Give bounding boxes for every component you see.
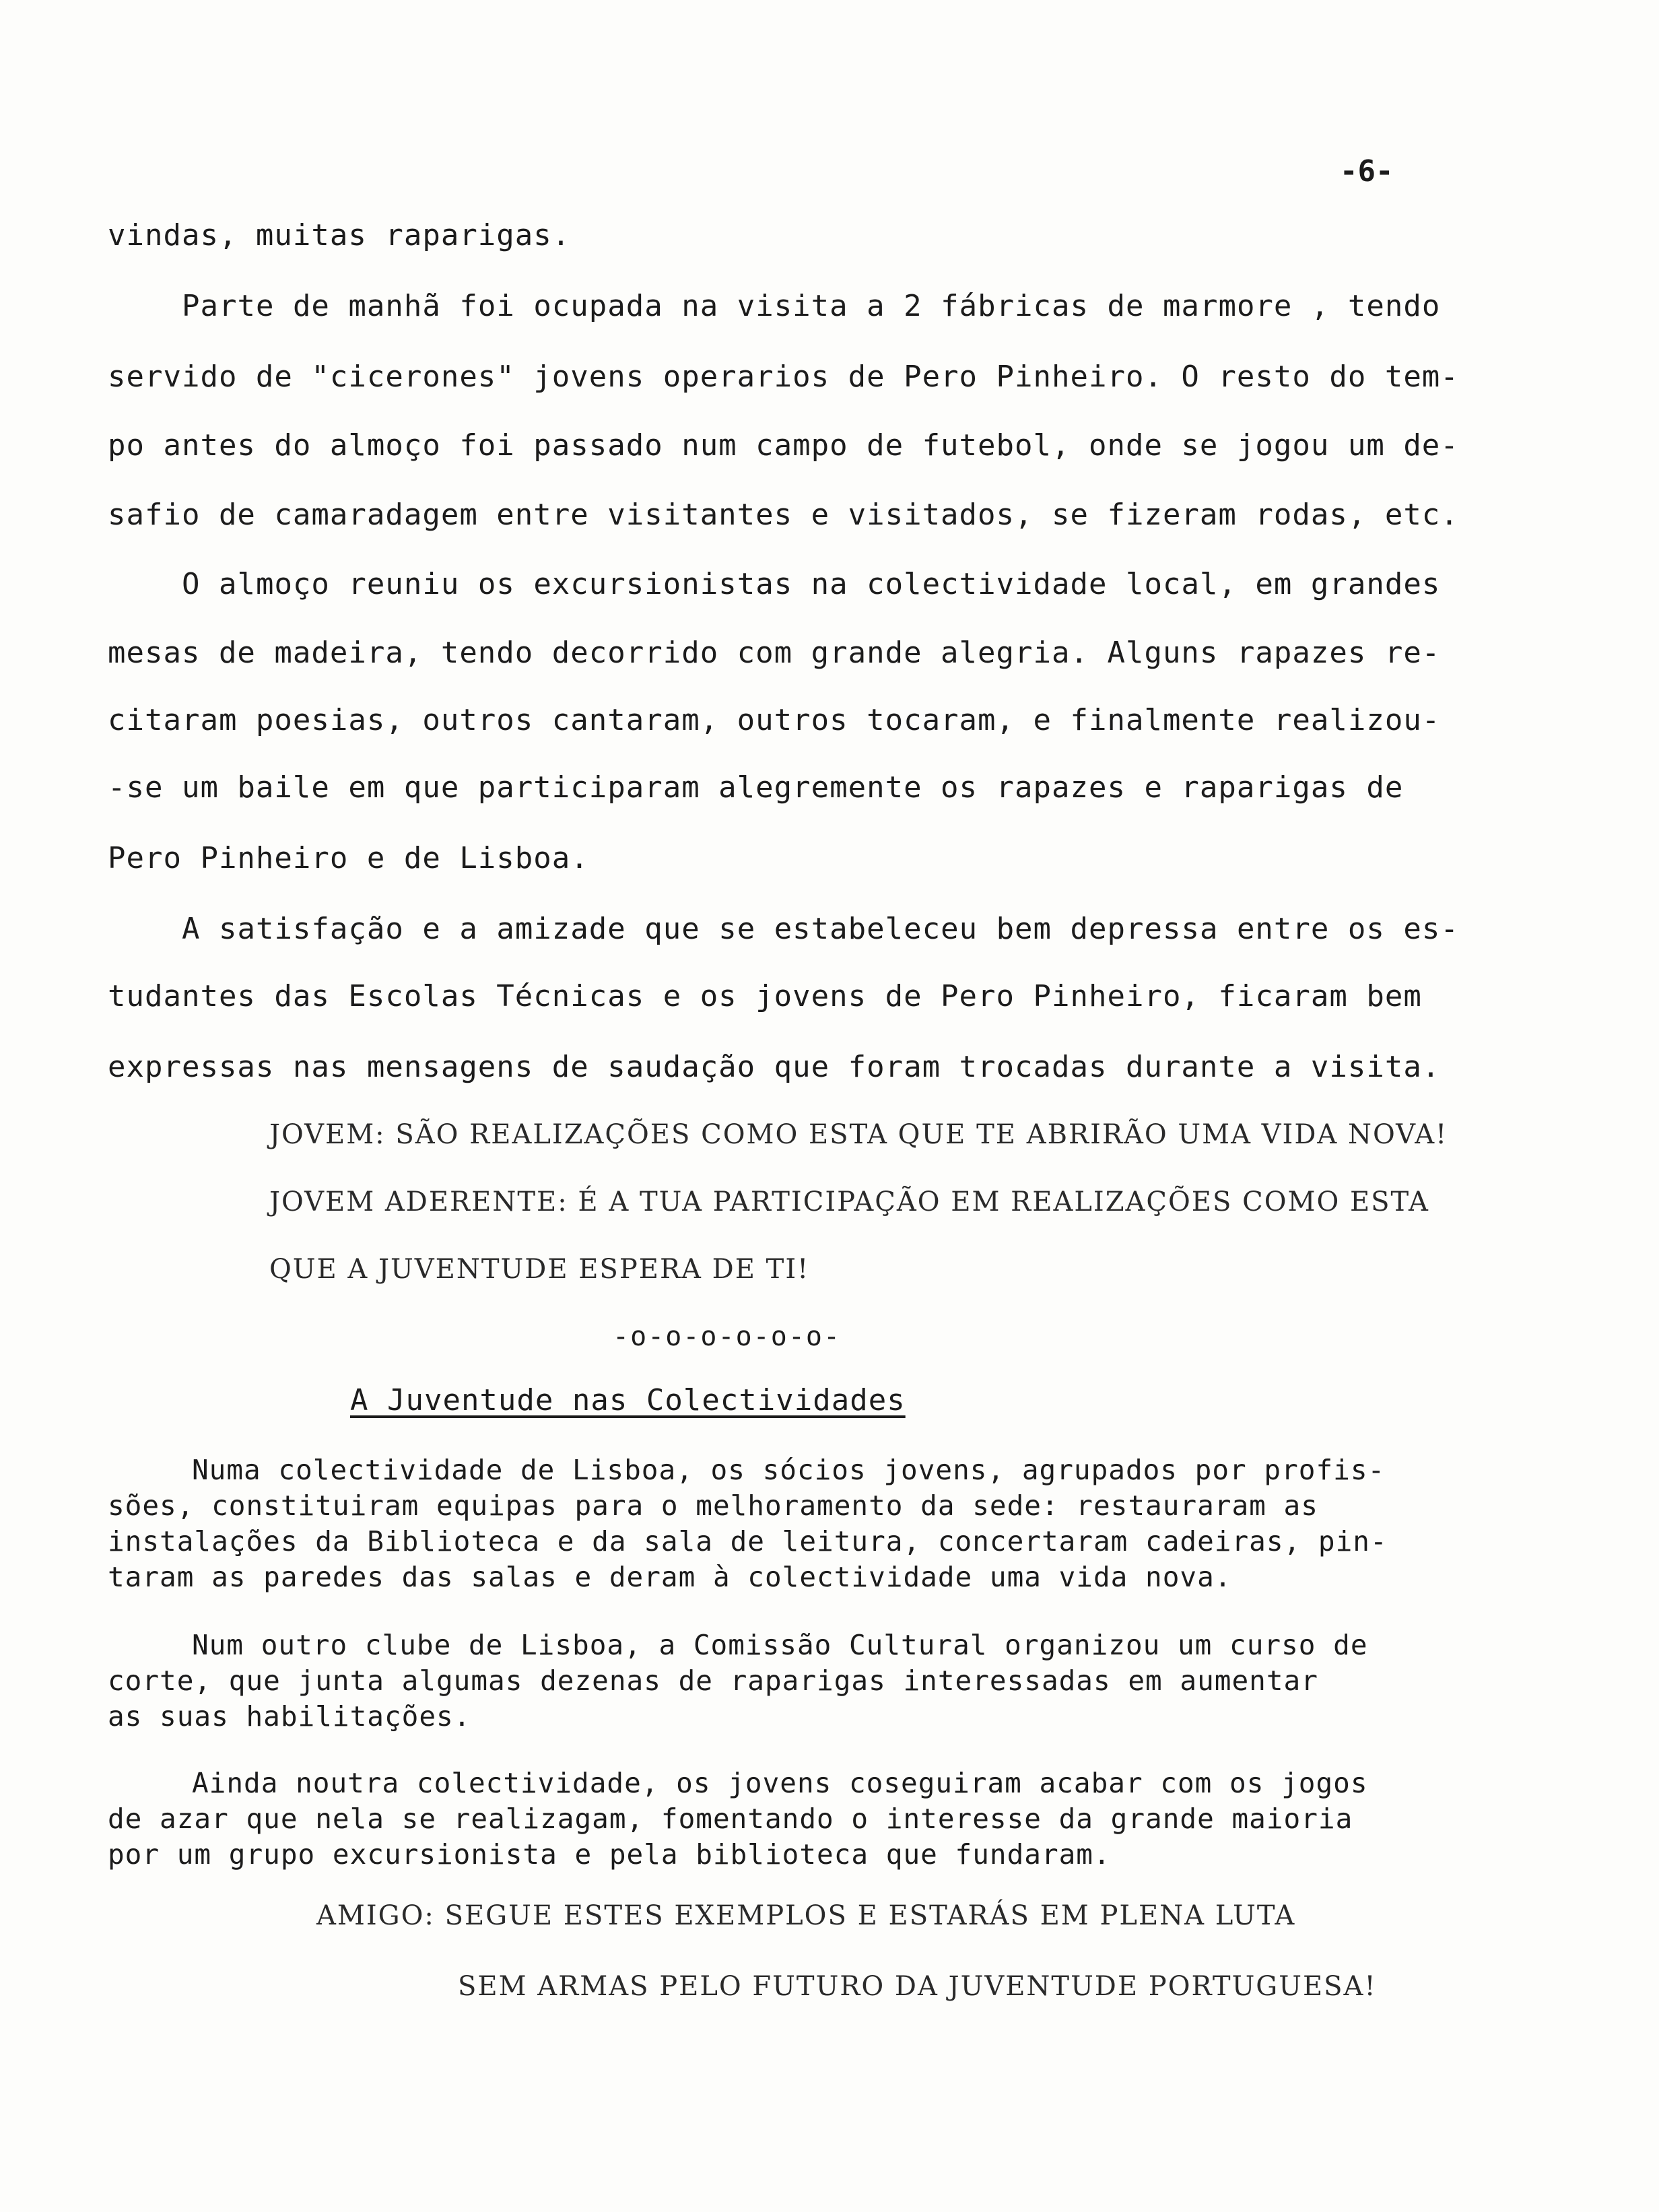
text-line: servido de "cicerones" jovens operarios de Pero Pinheiro. O resto do tem- bbox=[108, 360, 1459, 394]
text-line: por um grupo excursionista e pela biblioteca que fundaram. bbox=[108, 1838, 1111, 1871]
text-line: A satisfação e a amizade que se estabeleceu bem depressa entre os es- bbox=[182, 912, 1459, 946]
text-line: po antes do almoço foi passado num campo de futebol, onde se jogou um de- bbox=[108, 428, 1459, 463]
text-line: Numa colectividade de Lisboa, os sócios jovens, agrupados por profis- bbox=[192, 1454, 1386, 1486]
slogan-line: AMIGO: SEGUE ESTES EXEMPLOS E ESTARÁS EM PLENA LUTA bbox=[316, 1900, 1296, 1931]
text-line: safio de camaradagem entre visitantes e visitados, se fizeram rodas, etc. bbox=[108, 498, 1459, 532]
text-line: citaram poesias, outros cantaram, outros tocaram, e finalmente realizou- bbox=[108, 703, 1441, 737]
slogan-line: JOVEM ADERENTE: É A TUA PARTICIPAÇÃO EM REALIZAÇÕES COMO ESTA bbox=[269, 1186, 1429, 1217]
text-line: sões, constituiram equipas para o melhoramento da sede: restauraram as bbox=[108, 1489, 1318, 1522]
text-line: -se um baile em que participaram alegremente os rapazes e raparigas de bbox=[108, 770, 1404, 805]
text-line: vindas, muitas raparigas. bbox=[108, 218, 571, 253]
slogan-line: SEM ARMAS PELO FUTURO DA JUVENTUDE PORTUGUESA! bbox=[458, 1971, 1377, 2002]
text-line: expressas nas mensagens de saudação que foram trocadas durante a visita. bbox=[108, 1050, 1441, 1084]
text-line: as suas habilitações. bbox=[108, 1700, 471, 1733]
text-line: de azar que nela se realizagam, fomentando o interesse da grande maioria bbox=[108, 1803, 1353, 1835]
text-line: mesas de madeira, tendo decorrido com grande alegria. Alguns rapazes re- bbox=[108, 636, 1441, 670]
text-line: Num outro clube de Lisboa, a Comissão Cultural organizou um curso de bbox=[192, 1629, 1368, 1661]
slogan-line: JOVEM: SÃO REALIZAÇÕES COMO ESTA QUE TE ABRIRÃO UMA VIDA NOVA! bbox=[269, 1119, 1448, 1150]
section-divider: -o-o-o-o-o-o- bbox=[613, 1321, 842, 1352]
text-line: corte, que junta algumas dezenas de raparigas interessadas em aumentar bbox=[108, 1665, 1318, 1697]
section-heading: A Juventude nas Colectividades bbox=[350, 1383, 906, 1417]
text-line: tudantes das Escolas Técnicas e os jovens de Pero Pinheiro, ficaram bem bbox=[108, 979, 1422, 1013]
page-number: -6- bbox=[1340, 154, 1394, 189]
text-line: O almoço reuniu os excursionistas na colectividade local, em grandes bbox=[182, 567, 1441, 601]
text-line: instalações da Biblioteca e da sala de leitura, concertaram cadeiras, pin- bbox=[108, 1525, 1388, 1557]
text-line: taram as paredes das salas e deram à colectividade uma vida nova. bbox=[108, 1561, 1232, 1593]
text-line: Parte de manhã foi ocupada na visita a 2 fábricas de marmore , tendo bbox=[182, 289, 1441, 323]
text-line: Ainda noutra colectividade, os jovens coseguiram acabar com os jogos bbox=[192, 1767, 1368, 1799]
text-line: Pero Pinheiro e de Lisboa. bbox=[108, 841, 589, 875]
slogan-line: QUE A JUVENTUDE ESPERA DE TI! bbox=[269, 1254, 810, 1285]
